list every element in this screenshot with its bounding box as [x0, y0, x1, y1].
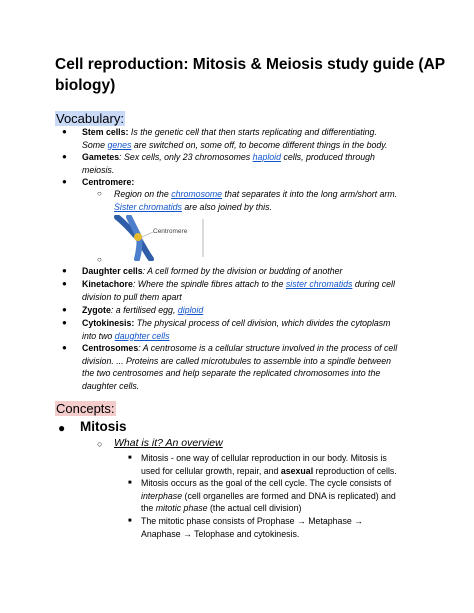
definition: Region on the: [114, 189, 172, 199]
text: the: [141, 503, 156, 514]
text: Mitosis occurs as the goal of the cell cycle. The cycle consists of: [141, 478, 392, 488]
square-bullet-icon: ■: [128, 518, 132, 524]
bullet-icon: ●: [62, 127, 67, 136]
cytokinesis-line2: [82, 330, 422, 343]
zygote-line: [82, 304, 422, 317]
definition: : A centrosome is a cellular structure involved in the process of cell: [138, 343, 398, 353]
page-title: Cell reproduction: Mitosis & Meiosis study guide (AP biology): [55, 56, 445, 94]
haploid-link[interactable]: haploid: [252, 152, 282, 162]
bullet-icon: ●: [62, 305, 67, 314]
centromere-def-line1: [114, 188, 424, 201]
stem-cells-line2: [82, 139, 422, 152]
term: Stem cells: [82, 127, 126, 137]
diploid-link[interactable]: diploid: [177, 305, 204, 315]
bullet-icon: ●: [62, 152, 67, 161]
definition: : A cell formed by the division or budding of another: [142, 266, 343, 276]
text-italic: interphase: [141, 490, 183, 501]
centrosomes-line4: [82, 380, 422, 393]
square-bullet-icon: ■: [128, 480, 132, 486]
term: Daughter cells: [82, 266, 143, 276]
chromosome-diagram: [113, 215, 205, 261]
stem-cells-line1: Stem cells: Is the genetic cell that then starts replicating and differentiating.: [82, 127, 377, 137]
centromere-term-line: [82, 176, 422, 189]
square-bullet-icon: ■: [128, 455, 132, 461]
definition: The physical process of cell division, which divides the cytoplasm: [134, 318, 391, 328]
term: Centromere:: [82, 177, 135, 187]
text: Anaphase → Telophase and cytokinesis.: [141, 528, 300, 539]
definition: are also joined by this.: [181, 201, 272, 212]
text: (cell organelles are formed and DNA is replicated) and: [182, 490, 396, 501]
term: Centrosomes: [82, 343, 139, 353]
text: reproduction of cells.: [313, 465, 397, 476]
concepts-heading: Concepts:: [56, 401, 115, 416]
bullet-icon: ●: [62, 318, 67, 327]
centromere-dot: [134, 233, 142, 241]
definition: the two centrosomes and help separate the replicated chromosomes into the: [82, 368, 381, 379]
bullet-icon: ●: [62, 343, 67, 352]
daughter-cells-link[interactable]: daughter cells: [114, 330, 170, 341]
definition: cells, produced through: [281, 152, 375, 162]
circle-bullet-icon: ○: [97, 439, 103, 449]
chromosome-link[interactable]: chromosome: [171, 189, 223, 199]
centrosomes-line2: [82, 355, 422, 368]
definition: : Where the spindle fibres attach to the: [132, 279, 286, 289]
gametes-line2: [82, 164, 422, 177]
bullet-icon: ●: [62, 266, 67, 275]
definition: Some: [82, 139, 108, 150]
term: Zygote: [82, 305, 111, 315]
term: Cytokinesis:: [82, 318, 135, 328]
definition: division to pull them apart: [82, 291, 182, 302]
term: Kinetachore: [82, 279, 133, 289]
text: The mitotic phase consists of Prophase → Metaphase →: [141, 516, 363, 526]
definition: division. ... Proteins are called microtubules to assemble into a spindle between: [82, 355, 392, 366]
mitosis-point-2: [141, 477, 441, 515]
centrosomes-line1: [82, 342, 422, 355]
sister-chromatids-link[interactable]: sister chromatids: [285, 279, 353, 289]
definition: Is the genetic cell that then starts replicating and differentiating.: [128, 127, 377, 137]
sister-chromatids-link[interactable]: Sister chromatids: [114, 201, 182, 212]
definition: meiosis.: [82, 164, 115, 175]
centromere-label: Centromere: [153, 228, 188, 235]
kinetachore-line1: [82, 278, 422, 291]
text: (the actual cell division): [207, 503, 302, 514]
circle-bullet-icon: ○: [97, 255, 102, 264]
mitosis-heading: Mitosis: [80, 419, 127, 434]
text-italic: mitotic phase: [155, 503, 208, 514]
overview-heading: What is it? An overview: [114, 437, 223, 449]
definition: into two: [82, 330, 115, 341]
definition: : Sex cells, only 23 chromosomes: [119, 152, 253, 162]
centromere-def-line2: [114, 201, 424, 214]
text-bold: asexual: [280, 465, 314, 476]
bullet-icon: ●: [62, 279, 67, 288]
definition: that separates it into the long arm/short arm.: [222, 189, 398, 199]
daughter-cells-line: [82, 265, 422, 278]
bullet-icon: ●: [58, 421, 66, 435]
genes-link[interactable]: genes: [107, 139, 132, 150]
definition: are switched on, some off, to become different things in the body.: [131, 139, 388, 150]
definition: daughter cells.: [82, 380, 140, 391]
definition: during cell: [352, 279, 395, 289]
centrosomes-line3: [82, 367, 422, 380]
mitosis-point-1: [141, 452, 441, 477]
bullet-icon: ●: [62, 177, 67, 186]
vocabulary-heading: Vocabulary:: [56, 111, 124, 126]
text: used for cellular growth, repair, and: [141, 465, 281, 476]
definition: : a fertilised egg,: [110, 305, 178, 315]
term: Gametes: [82, 152, 120, 162]
mitosis-point-3: [141, 515, 441, 540]
gametes-line1: [82, 151, 422, 164]
kinetachore-line2: [82, 291, 422, 304]
circle-bullet-icon: ○: [97, 189, 102, 198]
cytokinesis-line1: [82, 317, 422, 330]
text: Mitosis - one way of cellular reproduction in our body. Mitosis is: [141, 453, 387, 463]
